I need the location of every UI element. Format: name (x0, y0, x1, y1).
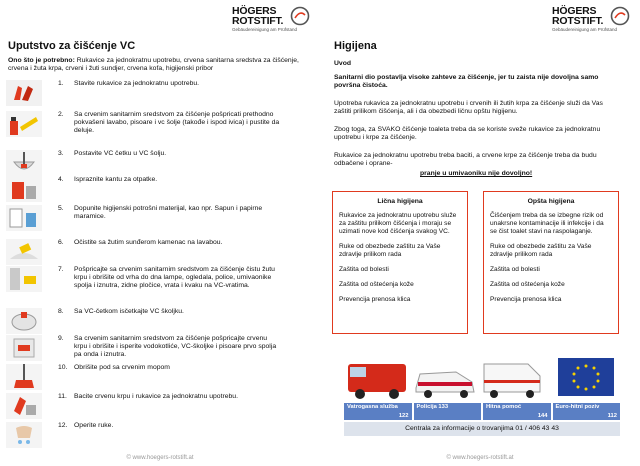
requirements-text: Rukavice za jednokratnu upotrebu, crvena sanitarna sredstva za čišćenje, crvena i žuta krpa, crveni i žuti sundjer, crvena kofa, higijenski pribor (8, 57, 299, 73)
toilet-brush-icon (6, 150, 42, 176)
intro-paragraph: Rukavice za jednokratnu upotrebu treba baciti, a crvene krpe za čišćenje treba da budu odbačene i oprane- (334, 152, 597, 168)
page-title: Uputstvo za čišćenje VC (8, 40, 136, 52)
step-text: Sa crvenim sanitarnim sredstvom za čišćenje pošpricajte crvenu krpu i obrišite i isperite vodokotliće, VC-školjke i pisoare prvo spolja pa onda i iznutra. (74, 335, 277, 359)
step-number: 2. (58, 111, 64, 118)
discard-icon (6, 393, 42, 419)
box-item: Rukavice za jednokratnu upotrebu služe za zaštitu prilikom čišćenja i moraju se uzimati nove kod čišćenja svakog VC. (339, 212, 457, 236)
trash-bin-icon (6, 176, 42, 202)
cloth-wipe-icon (6, 266, 42, 292)
intro-label: Uvod (334, 60, 351, 67)
box-title: Opšta higijena (527, 198, 575, 205)
emergency-ambulance (483, 403, 551, 420)
step-text: Sa crvenim sanitarnim sredstvom za čišćenje pošpricati prethodno pokvašeni lavabo, pisoare i vc šolje (takođe i ispod ivica) i pustite da deluje. (74, 111, 280, 135)
logo-tagline: Gebäudereinigung am Prüfstand (232, 27, 298, 32)
emergency-number: 144 (537, 412, 548, 419)
emergency-numbers (344, 403, 620, 420)
step-text: Ispraznite kantu za otpatke. (74, 176, 158, 183)
box-item: Zaštita od bolesti (490, 266, 540, 274)
logo-tagline: Gebäudereinigung am Prüfstand (552, 27, 618, 32)
logo-line-2: ROTSTIFT. (552, 15, 604, 27)
logo-wordmark (232, 6, 294, 26)
emergency-number: 122 (398, 412, 409, 419)
box-item: Prevencija prenosa klica (339, 296, 411, 304)
handwash-icon (6, 422, 42, 448)
logo-mark-icon (290, 6, 310, 26)
step-text: Dopunite higijenski potrošni materijal, kao npr. Sapun i papirne maramice. (74, 205, 263, 221)
box-item: Prevencija prenosa klica (490, 296, 562, 304)
personal-hygiene-box (332, 191, 468, 334)
brand-logo (552, 6, 632, 36)
step-text: Sa VC-četkom isčetkajte VC školjku. (74, 308, 184, 315)
emergency-label: Euro-hitni poziv (555, 404, 600, 410)
step-number: 12. (58, 422, 68, 429)
eu-flag-icon (558, 358, 614, 396)
gloves-icon (6, 80, 42, 106)
step-number: 11. (58, 393, 67, 400)
emergency-vehicles-image (344, 354, 620, 400)
emergency-euro (553, 403, 621, 420)
cistern-icon (6, 335, 42, 361)
spray-bottle-icon (6, 111, 42, 137)
step-text: Bacite crvenu krpu i rukavice za jednokratnu upotrebu. (74, 393, 238, 400)
right-page (320, 0, 640, 466)
brand-logo (232, 6, 312, 36)
step-number: 4. (58, 176, 64, 183)
box-item: Čišćenjem treba da se izbegne rizik od unakrsne kontaminacije ili infekcije i da se čist toalet stavi na raspolaganje. (490, 212, 604, 236)
step-number: 6. (58, 239, 64, 246)
mop-icon (6, 364, 42, 390)
emergency-police (414, 403, 482, 420)
emergency-label: Vatrogasna služba (347, 404, 398, 410)
intro-paragraph: Sanitarni dio postavlja visoke zahteve za čišćenje, jer tu zaista nije dovoljna samo površna čistoća. (334, 74, 599, 90)
page-title: Higijena (334, 40, 377, 52)
box-item: Ruke od obezbede zaštitu za Vaše zdravlje prilikom rada (339, 243, 441, 259)
box-item: Zaštita od oštećenja kože (339, 281, 414, 289)
step-text: Obrišite pod sa crvenim mopom (74, 364, 170, 371)
poison-center-info: Centrala za informacije o trovanjima 01 / 406 43 43 (344, 422, 620, 436)
toilet-bowl-icon (6, 308, 42, 334)
logo-line-2: ROTSTIFT. (232, 15, 284, 27)
emergency-label: Policija 133 (416, 404, 449, 410)
logo-line-1: HÖGERS (232, 5, 277, 17)
emergency-fire (344, 403, 412, 420)
step-number: 3. (58, 150, 64, 157)
logo-line-1: HÖGERS (552, 5, 597, 17)
intro-paragraph: Upotreba rukavica za jednokratnu upotrebu i crvenih ili žutih krpa za čišćenje služi da Vas zaštiti prilikom čišćenja, ali i da obezbedi ličnu opštu higijenu. (334, 100, 603, 116)
step-number: 9. (58, 335, 64, 342)
step-number: 5. (58, 205, 64, 212)
step-number: 1. (58, 80, 64, 87)
step-text: Očistite sa žutim sunđerom kamenac na lavabou. (74, 239, 223, 246)
sponge-icon (6, 239, 42, 265)
step-text: Pošpricajte sa crvenim sanitarnim sredstvom za čišćenje čistu žutu krpu i obrišite od vrha do dna lampe, ogledala, police, umivaonike spolja i iznutra, zidne pločice, vrata i kvaku na VC-vratima. (74, 266, 275, 290)
logo-wordmark (552, 6, 614, 26)
step-text: Stavite rukavice za jednokratnu upotrebu. (74, 80, 200, 87)
box-item: Zaštita od bolesti (339, 266, 389, 274)
dispenser-icon (6, 205, 42, 231)
box-title: Lična higijena (377, 198, 423, 205)
warning-text: pranje u umivaoniku nije dovoljno! (420, 170, 533, 177)
step-number: 10. (58, 364, 68, 371)
step-text: Operite ruke. (74, 422, 114, 429)
footer-copyright: © www.hoegers-rotstift.at (126, 454, 194, 461)
box-item: Zaštita od oštećenja kože (490, 281, 565, 289)
emergency-label: Hitna pomoć (486, 404, 522, 410)
box-item: Ruke od obezbede zaštitu za Vaše zdravlje prilikom rada (490, 243, 592, 259)
intro-paragraph: Zbog toga, za SVAKO čišćenje toaleta treba da se koriste sveže rukavice za jednokratnu upotrebu i krpe za čišćenje. (334, 126, 601, 142)
step-text: Postavite VC četku u VC šolju. (74, 150, 167, 157)
requirements (8, 57, 312, 74)
footer-copyright: © www.hoegers-rotstift.at (446, 454, 514, 461)
step-number: 7. (58, 266, 64, 273)
step-number: 8. (58, 308, 64, 315)
logo-mark-icon (610, 6, 630, 26)
requirements-label: Ono što je potrebno: (8, 57, 75, 64)
emergency-number: 112 (607, 412, 617, 419)
general-hygiene-box (483, 191, 619, 334)
